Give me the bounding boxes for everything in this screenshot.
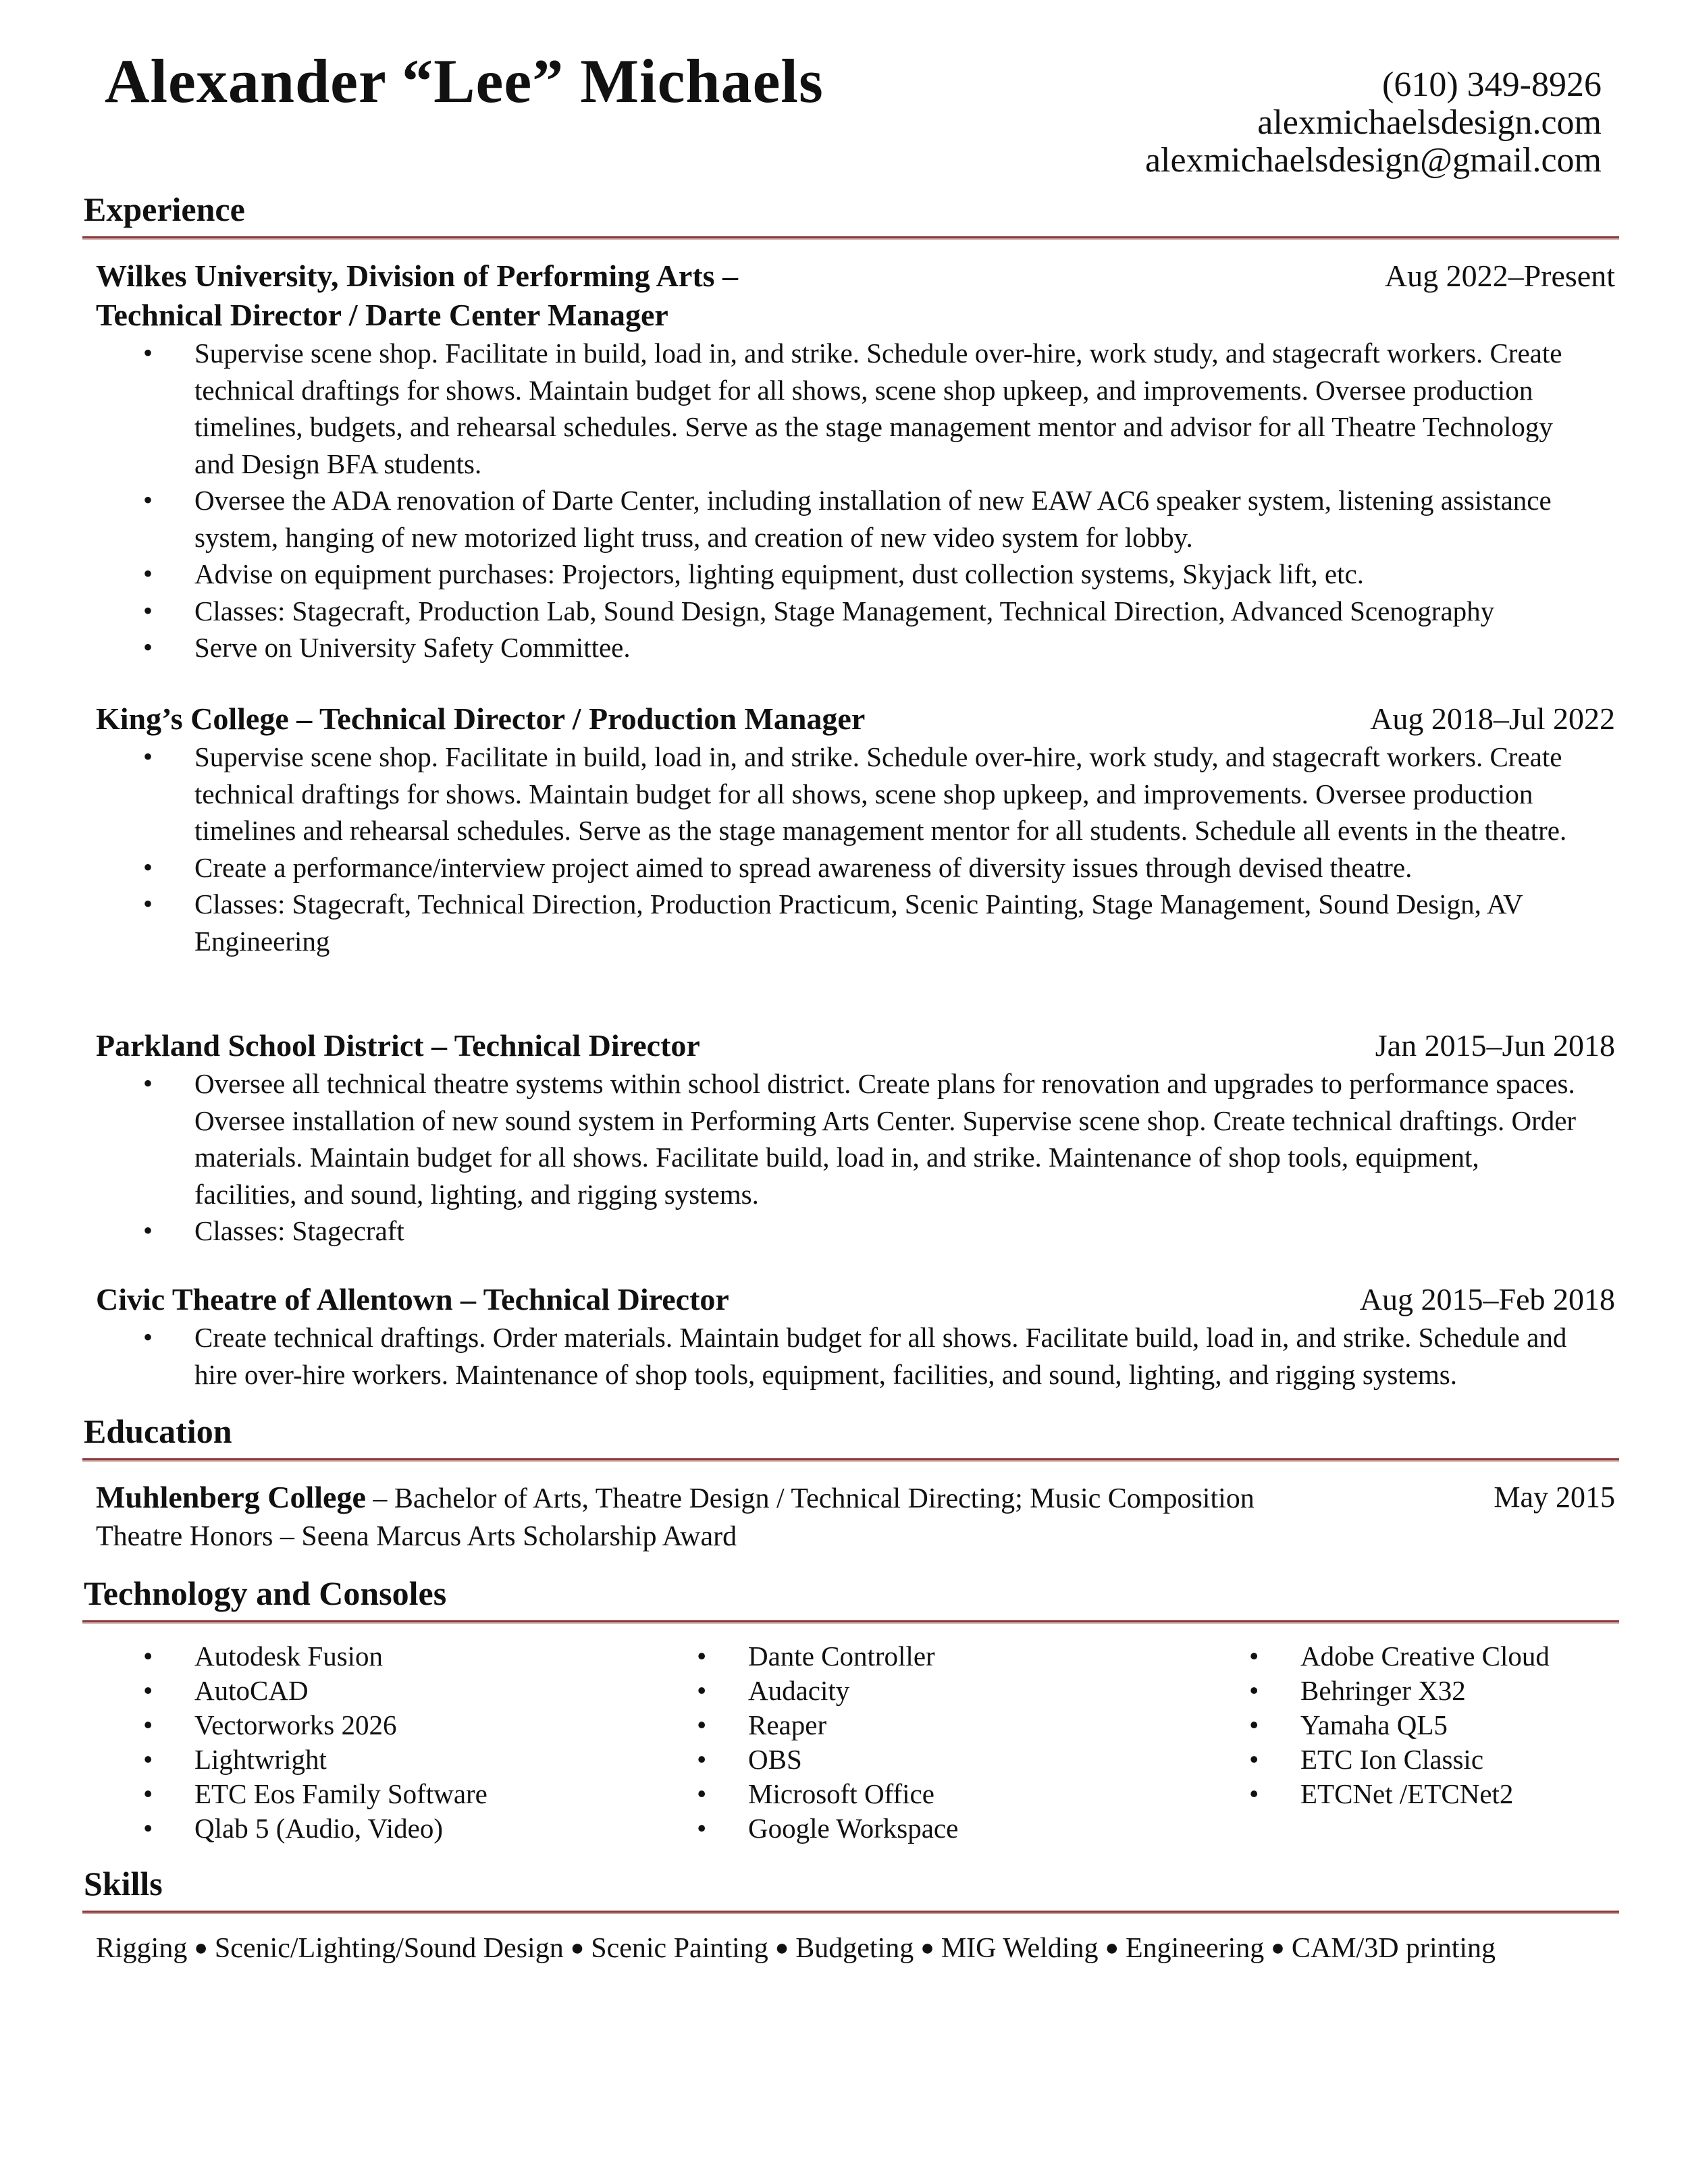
technology-heading: Technology and Consoles bbox=[84, 1574, 447, 1612]
entry-dates: Jan 2015–Jun 2018 bbox=[1375, 1028, 1615, 1063]
school-name: Muhlenberg College bbox=[96, 1480, 366, 1514]
degree-text: – Bachelor of Arts, Theatre Design / Technical Directing; Music Composition bbox=[365, 1483, 1255, 1514]
skill-item: Engineering bbox=[1126, 1933, 1265, 1964]
entry-bullets bbox=[96, 1319, 1615, 1393]
technology-item: • Microsoft Office bbox=[650, 1777, 958, 1811]
skill-item: CAM/3D printing bbox=[1291, 1933, 1496, 1964]
experience-entry bbox=[96, 257, 1615, 666]
skill-item: Scenic Painting bbox=[591, 1933, 768, 1964]
technology-item: • AutoCAD bbox=[96, 1674, 487, 1708]
bullet-item: • Supervise scene shop. Facilitate in build, load in, and strike. Schedule over-hire, work study, and stagecraft workers. Create technical draftings for shows. Maintain budget for all shows, scene shop upkeep, and improvements. Oversee production timelines, budgets, and rehearsal schedules. Serve as the stage management mentor and advisor for all Theatre Technology and Design BFA students. bbox=[96, 335, 1615, 482]
graduation-date: May 2015 bbox=[1494, 1481, 1615, 1514]
entry-header bbox=[96, 699, 1615, 739]
technology-item: • Yamaha QL5 bbox=[1202, 1708, 1550, 1742]
skill-item: Scenic/Lighting/Sound Design bbox=[214, 1933, 564, 1964]
contact-block bbox=[1145, 66, 1602, 180]
technology-item: • Vectorworks 2026 bbox=[96, 1708, 487, 1742]
experience-entry bbox=[96, 1280, 1615, 1393]
skills-heading: Skills bbox=[84, 1865, 163, 1902]
entry-title: Civic Theatre of Allentown – Technical Director bbox=[96, 1282, 729, 1316]
education-line bbox=[96, 1479, 1615, 1518]
technology-column bbox=[1202, 1639, 1550, 1811]
skill-separator: ● bbox=[920, 1936, 934, 1961]
skills-divider bbox=[82, 1911, 1619, 1914]
skill-separator: ● bbox=[1105, 1936, 1119, 1961]
bullet-item: • Advise on equipment purchases: Projectors, lighting equipment, dust collection systems, Skyjack lift, etc. bbox=[96, 556, 1615, 593]
technology-item: • Reaper bbox=[650, 1708, 958, 1742]
technology-item: • ETCNet /ETCNet2 bbox=[1202, 1777, 1550, 1811]
entry-dates: Aug 2015–Feb 2018 bbox=[1359, 1282, 1615, 1316]
experience-heading: Experience bbox=[84, 190, 245, 228]
skills-list bbox=[96, 1929, 1615, 1969]
bullet-item: • Classes: Stagecraft bbox=[96, 1213, 1615, 1250]
education-entry bbox=[96, 1479, 1615, 1555]
technology-column bbox=[96, 1639, 487, 1846]
entry-bullets bbox=[96, 739, 1615, 959]
bullet-item: • Oversee the ADA renovation of Darte Center, including installation of new EAW AC6 speaker system, listening assistance system, hanging of new motorized light truss, and creation of new video system for lobby. bbox=[96, 482, 1615, 556]
skill-item: Budgeting bbox=[795, 1933, 914, 1964]
entry-header bbox=[96, 257, 1615, 335]
education-divider bbox=[82, 1458, 1619, 1462]
entry-bullets bbox=[96, 335, 1615, 666]
experience-entry bbox=[96, 1026, 1615, 1250]
technology-item: • Lightwright bbox=[96, 1742, 487, 1777]
technology-divider bbox=[82, 1620, 1619, 1624]
entry-bullets bbox=[96, 1065, 1615, 1250]
technology-item: • Google Workspace bbox=[650, 1811, 958, 1846]
skill-separator: ● bbox=[1271, 1936, 1285, 1961]
entry-dates: Aug 2018–Jul 2022 bbox=[1370, 701, 1615, 736]
experience-divider bbox=[82, 236, 1619, 240]
entry-dates: Aug 2022–Present bbox=[1384, 259, 1615, 293]
bullet-item: • Classes: Stagecraft, Technical Direction, Production Practicum, Scenic Painting, Stage Management, Sound Design, AV Engineering bbox=[96, 886, 1615, 959]
technology-item: • Autodesk Fusion bbox=[96, 1639, 487, 1674]
bullet-item: • Supervise scene shop. Facilitate in build, load in, and strike. Schedule over-hire, work study, and stagecraft workers. Create technical draftings for shows. Maintain budget for all shows, scene shop upkeep, and improvements. Oversee production timelines and rehearsal schedules. Serve as the stage management mentor for all students. Schedule all events in the theatre. bbox=[96, 739, 1615, 849]
education-heading: Education bbox=[84, 1412, 232, 1450]
technology-item: • Qlab 5 (Audio, Video) bbox=[96, 1811, 487, 1846]
skills-block bbox=[96, 1929, 1615, 1969]
technology-item: • ETC Eos Family Software bbox=[96, 1777, 487, 1811]
entry-title: Wilkes University, Division of Performing Arts – bbox=[96, 259, 739, 293]
entry-header bbox=[96, 1280, 1615, 1319]
phone-number: (610) 349-8926 bbox=[1382, 65, 1602, 104]
entry-header bbox=[96, 1026, 1615, 1065]
honors-text: Theatre Honors – Seena Marcus Arts Scholarship Award bbox=[96, 1521, 737, 1552]
technology-item: • Dante Controller bbox=[650, 1639, 958, 1674]
bullet-item: • Serve on University Safety Committee. bbox=[96, 629, 1615, 666]
technology-item: • Behringer X32 bbox=[1202, 1674, 1550, 1708]
technology-item: • OBS bbox=[650, 1742, 958, 1777]
website-link[interactable]: alexmichaelsdesign.com bbox=[1257, 103, 1602, 142]
bullet-item: • Create technical draftings. Order materials. Maintain budget for all shows. Facilitate build, load in, and strike. Schedule and hire over-hire workers. Maintenance of shop tools, equipment, facilities, and sound, lighting, and rigging systems. bbox=[96, 1319, 1615, 1393]
technology-lists bbox=[96, 1639, 1615, 1855]
entry-title: Parkland School District – Technical Director bbox=[96, 1028, 700, 1063]
email-link[interactable]: alexmichaelsdesign@gmail.com bbox=[1144, 141, 1602, 180]
technology-item: • ETC Ion Classic bbox=[1202, 1742, 1550, 1777]
technology-item: • Adobe Creative Cloud bbox=[1202, 1639, 1550, 1674]
experience-entry bbox=[96, 699, 1615, 959]
skill-separator: ● bbox=[774, 1936, 789, 1961]
bullet-item: • Create a performance/interview project aimed to spread awareness of diversity issues through devised theatre. bbox=[96, 849, 1615, 886]
skill-separator: ● bbox=[194, 1936, 208, 1961]
bullet-item: • Oversee all technical theatre systems within school district. Create plans for renovation and upgrades to performance spaces. Oversee installation of new sound system in Performing Arts Center. Supervise scene shop. Create technical draftings. Order materials. Maintain budget for all shows. Facilitate build, load in, and strike. Maintenance of shop tools, equipment, facilities, and sound, lighting, and rigging systems. bbox=[96, 1065, 1615, 1213]
skill-item: Rigging bbox=[96, 1933, 188, 1964]
skill-separator: ● bbox=[570, 1936, 585, 1961]
entry-title: King’s College – Technical Director / Production Manager bbox=[96, 701, 866, 736]
bullet-item: • Classes: Stagecraft, Production Lab, Sound Design, Stage Management, Technical Direction, Advanced Scenography bbox=[96, 593, 1615, 630]
entry-subtitle: Technical Director / Darte Center Manager bbox=[96, 298, 668, 332]
technology-column bbox=[650, 1639, 958, 1846]
skill-item: MIG Welding bbox=[941, 1933, 1099, 1964]
technology-item: • Audacity bbox=[650, 1674, 958, 1708]
candidate-name: Alexander “Lee” Michaels bbox=[105, 47, 824, 115]
